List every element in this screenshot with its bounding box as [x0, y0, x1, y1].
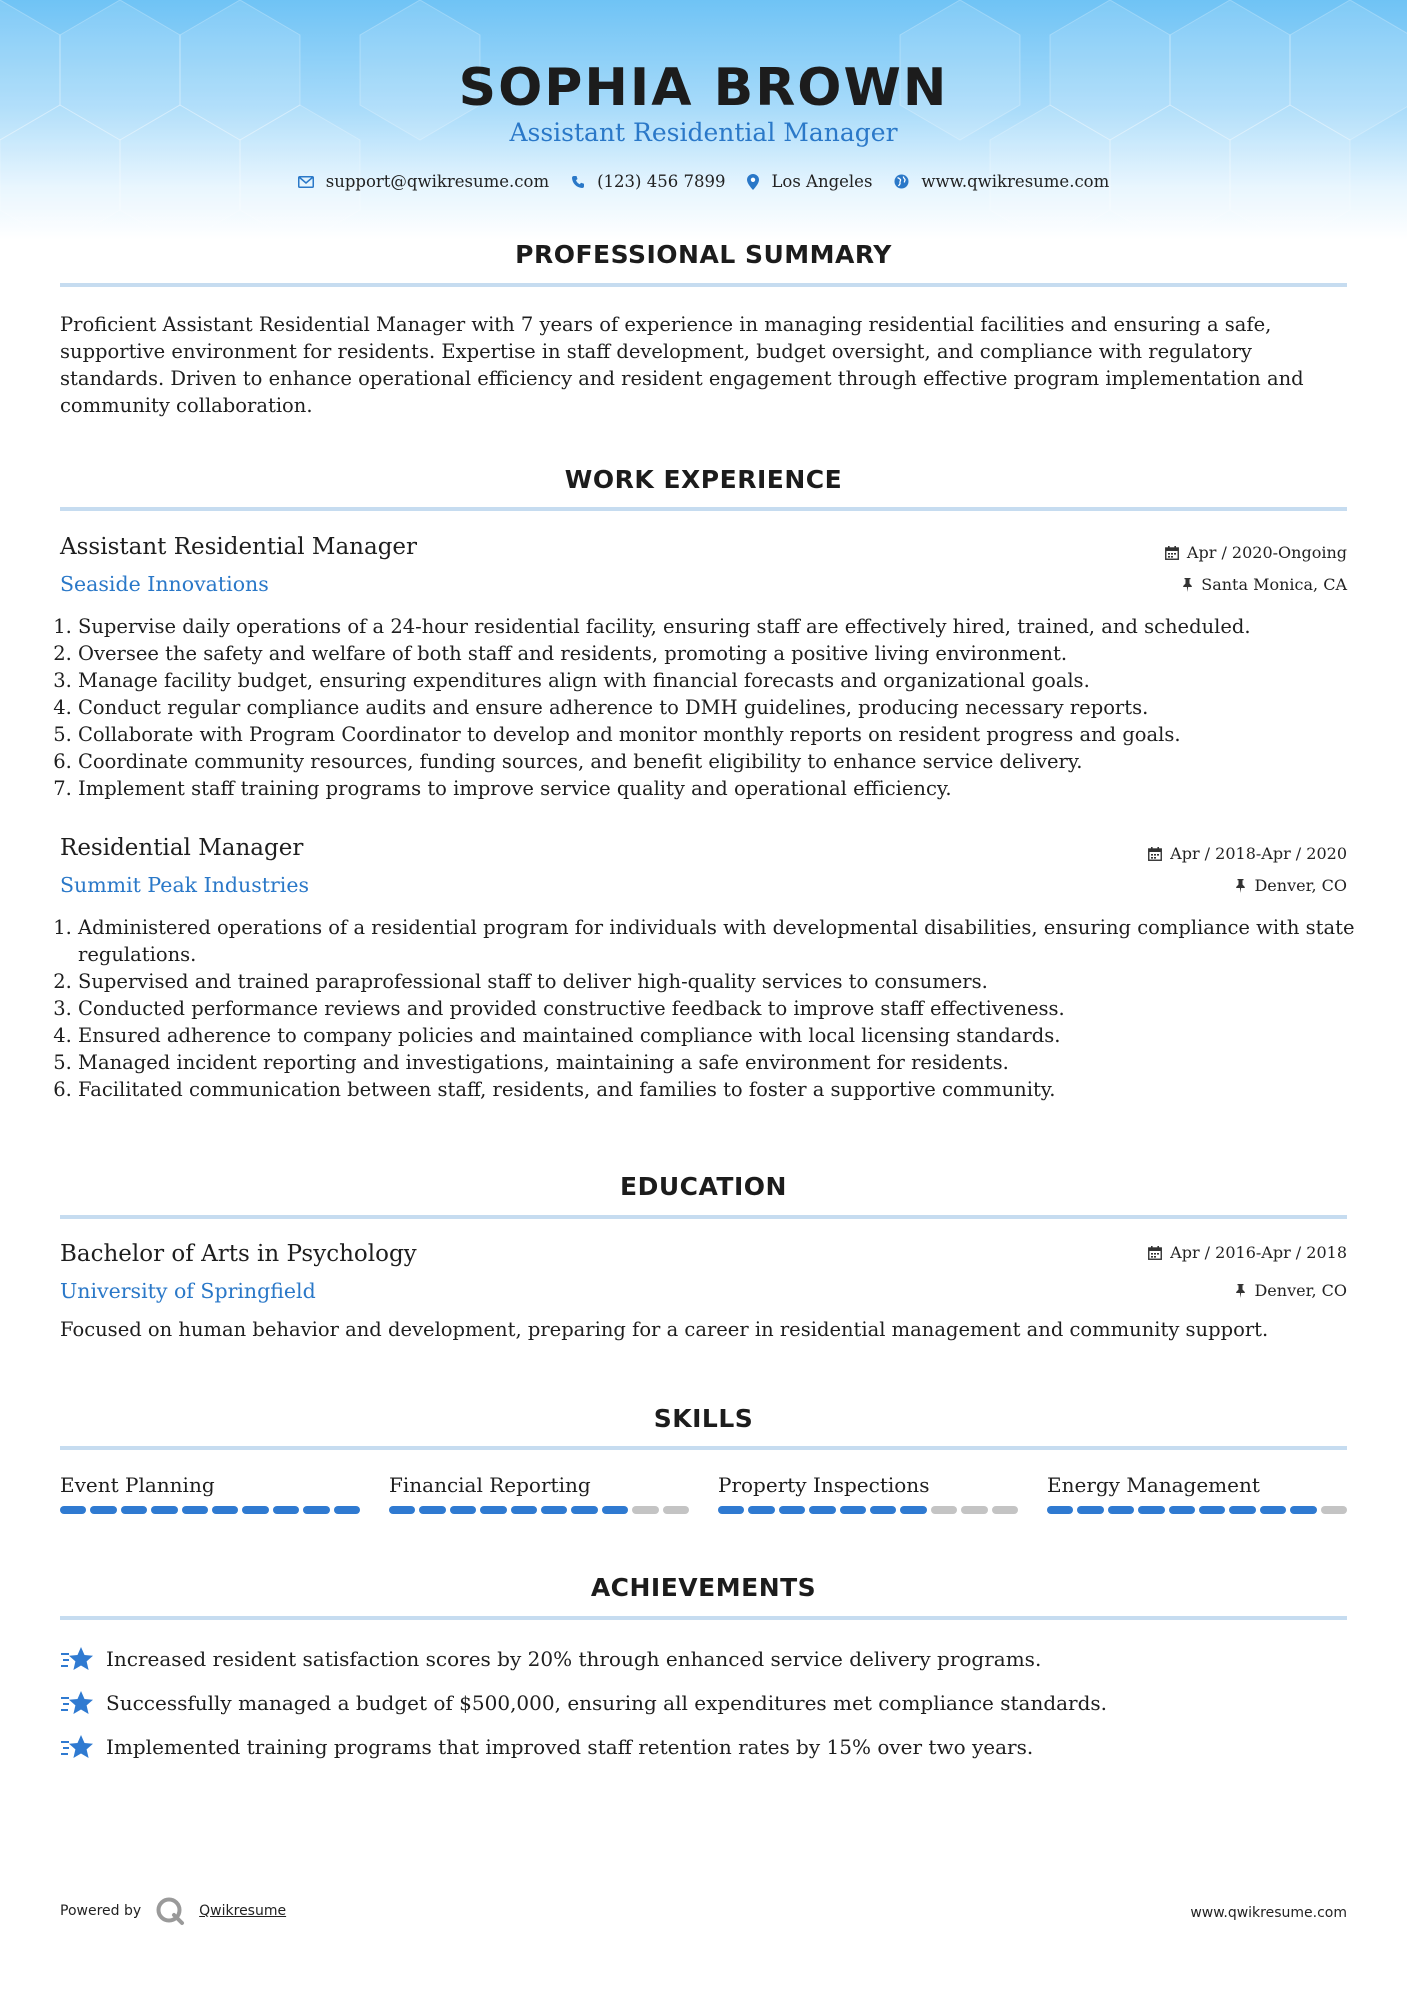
duty-item: 1. Supervise daily operations of a 24-hour residential facility, ensuring staff are effectively hired, trained, and scheduled.	[78, 613, 1365, 640]
skill-segment-filled	[1290, 1506, 1316, 1514]
duty-item: 3. Conducted performance reviews and provided constructive feedback to improve staff effectiveness.	[78, 995, 1365, 1022]
calendar-icon	[1148, 847, 1162, 861]
footer-website-link[interactable]: www.qwikresume.com	[1190, 1905, 1347, 1921]
skill-segment-filled	[419, 1506, 445, 1514]
skill-segment-filled	[840, 1506, 866, 1514]
section-title-work: WORK EXPERIENCE	[564, 465, 843, 494]
education-description: Focused on human behavior and development, preparing for a career in residential management and community support.	[60, 1318, 1269, 1341]
candidate-role: Assistant Residential Manager	[509, 118, 898, 147]
job-title: Residential Manager	[60, 835, 304, 861]
skill-segment-filled	[779, 1506, 805, 1514]
duty-item: 5. Managed incident reporting and investigations, maintaining a safe environment for residents.	[78, 1049, 1365, 1076]
skill-segment-empty	[992, 1506, 1018, 1514]
skill-segment-filled	[1077, 1506, 1103, 1514]
skill-segment-filled	[1047, 1506, 1073, 1514]
achievement-text: Implemented training programs that improved staff retention rates by 15% over two years.	[106, 1735, 1034, 1759]
section-divider	[60, 1446, 1347, 1450]
section-divider	[60, 283, 1347, 287]
job-location-text: Denver, CO	[1254, 876, 1347, 895]
skill-segment-filled	[303, 1506, 329, 1514]
job-dates	[1148, 844, 1347, 863]
skill-segment-empty	[663, 1506, 689, 1514]
skill-name: Energy Management	[1047, 1473, 1260, 1497]
contact-email[interactable]	[298, 172, 549, 191]
duty-item: 3. Manage facility budget, ensuring expenditures align with financial forecasts and organizational goals.	[78, 667, 1365, 694]
footer-powered-by	[60, 1896, 286, 1926]
brand-link[interactable]: Qwikresume	[199, 1903, 287, 1919]
skill-segment-empty	[632, 1506, 658, 1514]
skill-segment-filled	[900, 1506, 926, 1514]
job-location	[1182, 575, 1347, 594]
skill-segment-filled	[242, 1506, 268, 1514]
skill-segment-filled	[151, 1506, 177, 1514]
skills-list	[60, 1473, 1347, 1514]
skill-segment-filled	[809, 1506, 835, 1514]
powered-by-label: Powered by	[60, 1903, 142, 1919]
skill-segment-filled	[571, 1506, 597, 1514]
skill-name: Property Inspections	[718, 1473, 930, 1497]
map-marker-icon	[747, 174, 759, 190]
envelope-icon	[298, 176, 314, 188]
skill-segment-filled	[121, 1506, 147, 1514]
company-name: Summit Peak Industries	[60, 873, 309, 897]
duty-item: 4. Ensured adherence to company policies and maintained compliance with local licensing standards.	[78, 1022, 1365, 1049]
skill-segment-filled	[1138, 1506, 1164, 1514]
skill-segment-filled	[90, 1506, 116, 1514]
school-name: University of Springfield	[60, 1279, 316, 1303]
skill-segment-filled	[511, 1506, 537, 1514]
section-divider	[60, 507, 1347, 511]
skill-segment-filled	[1260, 1506, 1286, 1514]
skill-segment-filled	[602, 1506, 628, 1514]
duty-item: 2. Oversee the safety and welfare of both staff and residents, promoting a positive living environment.	[78, 640, 1365, 667]
skill-segment-filled	[1108, 1506, 1134, 1514]
skill-name: Financial Reporting	[389, 1473, 591, 1497]
section-divider	[60, 1616, 1347, 1620]
education-dates-text: Apr / 2016-Apr / 2018	[1170, 1243, 1347, 1262]
achievement-item	[60, 1733, 1033, 1761]
skill-level-bar	[60, 1506, 360, 1514]
job-duties-list	[60, 613, 1365, 802]
section-title-education: EDUCATION	[620, 1172, 787, 1201]
skill-segment-filled	[450, 1506, 476, 1514]
section-title-skills: SKILLS	[653, 1404, 754, 1433]
skill-segment-filled	[273, 1506, 299, 1514]
skill-segment-empty	[1321, 1506, 1347, 1514]
job-dates-text: Apr / 2018-Apr / 2020	[1170, 844, 1347, 863]
contact-website-text: www.qwikresume.com	[921, 172, 1110, 191]
contact-email-text: support@qwikresume.com	[325, 172, 550, 191]
skill-segment-empty	[961, 1506, 987, 1514]
skill-segment-filled	[60, 1506, 86, 1514]
phone-icon	[571, 175, 585, 189]
summary-text: Proficient Assistant Residential Manager with 7 years of experience in managing residential facilities and ensuring a safe, supportive environment for residents. Expertise in staff development, budget oversight, and compliance with regulatory standards. Driven to enhance operational efficiency and resident engagement through effective program implementation and community collaboration.	[60, 313, 1304, 417]
job-location	[1235, 876, 1347, 895]
skill-segment-filled	[334, 1506, 360, 1514]
candidate-name: SOPHIA BROWN	[458, 58, 949, 118]
pushpin-icon	[1235, 1284, 1246, 1298]
skill-segment-filled	[748, 1506, 774, 1514]
globe-icon	[894, 174, 909, 189]
duty-item: 4. Conduct regular compliance audits and ensure adherence to DMH guidelines, producing necessary reports.	[78, 694, 1365, 721]
achievement-item	[60, 1689, 1107, 1717]
skill-item	[718, 1473, 1018, 1514]
contact-website[interactable]	[894, 172, 1109, 191]
skill-name: Event Planning	[60, 1473, 215, 1497]
education-location	[1235, 1281, 1347, 1300]
duty-item: 7. Implement staff training programs to improve service quality and operational efficiency.	[78, 775, 1365, 802]
skill-level-bar	[389, 1506, 689, 1514]
calendar-icon	[1148, 1246, 1162, 1260]
star-icon	[60, 1733, 94, 1761]
star-icon	[60, 1645, 94, 1673]
pushpin-icon	[1235, 879, 1246, 893]
achievement-text: Increased resident satisfaction scores by 20% through enhanced service delivery programs.	[106, 1647, 1042, 1671]
skill-item	[1047, 1473, 1347, 1514]
contact-location-text: Los Angeles	[771, 172, 873, 191]
skill-segment-filled	[1229, 1506, 1255, 1514]
skill-segment-empty	[931, 1506, 957, 1514]
duty-item: 5. Collaborate with Program Coordinator to develop and monitor monthly reports on resident progress and goals.	[78, 721, 1365, 748]
skill-segment-filled	[480, 1506, 506, 1514]
duty-item: 1. Administered operations of a residential program for individuals with developmental disabilities, ensuring compliance with state regulations.	[78, 914, 1365, 968]
achievement-item	[60, 1645, 1041, 1673]
education-location-text: Denver, CO	[1254, 1281, 1347, 1300]
star-icon	[60, 1689, 94, 1717]
job-duties-list	[60, 914, 1365, 1103]
section-divider	[60, 1215, 1347, 1219]
contact-location	[747, 172, 872, 191]
job-location-text: Santa Monica, CA	[1201, 575, 1347, 594]
contact-phone[interactable]	[571, 172, 725, 191]
skill-item	[389, 1473, 689, 1514]
job-dates	[1165, 543, 1347, 562]
skill-segment-filled	[870, 1506, 896, 1514]
skill-level-bar	[718, 1506, 1018, 1514]
company-name: Seaside Innovations	[60, 572, 269, 596]
degree-title: Bachelor of Arts in Psychology	[60, 1241, 417, 1267]
section-title-achievements: ACHIEVEMENTS	[590, 1573, 817, 1602]
qwikresume-logo-icon	[155, 1896, 185, 1926]
contact-phone-text: (123) 456 7899	[597, 172, 726, 191]
skill-segment-filled	[182, 1506, 208, 1514]
job-title: Assistant Residential Manager	[60, 534, 418, 560]
skill-segment-filled	[389, 1506, 415, 1514]
contact-bar	[0, 172, 1407, 191]
job-dates-text: Apr / 2020-Ongoing	[1186, 543, 1347, 562]
skill-segment-filled	[541, 1506, 567, 1514]
pushpin-icon	[1182, 578, 1193, 592]
skill-item	[60, 1473, 360, 1514]
skill-segment-filled	[212, 1506, 238, 1514]
section-title-summary: PROFESSIONAL SUMMARY	[515, 240, 892, 269]
skill-segment-filled	[1169, 1506, 1195, 1514]
education-dates	[1148, 1243, 1347, 1262]
calendar-icon	[1165, 546, 1179, 560]
skill-level-bar	[1047, 1506, 1347, 1514]
achievement-text: Successfully managed a budget of $500,000, ensuring all expenditures met compliance standards.	[106, 1691, 1108, 1715]
duty-item: 6. Facilitated communication between staff, residents, and families to foster a supportive community.	[78, 1076, 1365, 1103]
skill-segment-filled	[1199, 1506, 1225, 1514]
duty-item: 6. Coordinate community resources, funding sources, and benefit eligibility to enhance service delivery.	[78, 748, 1365, 775]
duty-item: 2. Supervised and trained paraprofessional staff to deliver high-quality services to consumers.	[78, 968, 1365, 995]
skill-segment-filled	[718, 1506, 744, 1514]
